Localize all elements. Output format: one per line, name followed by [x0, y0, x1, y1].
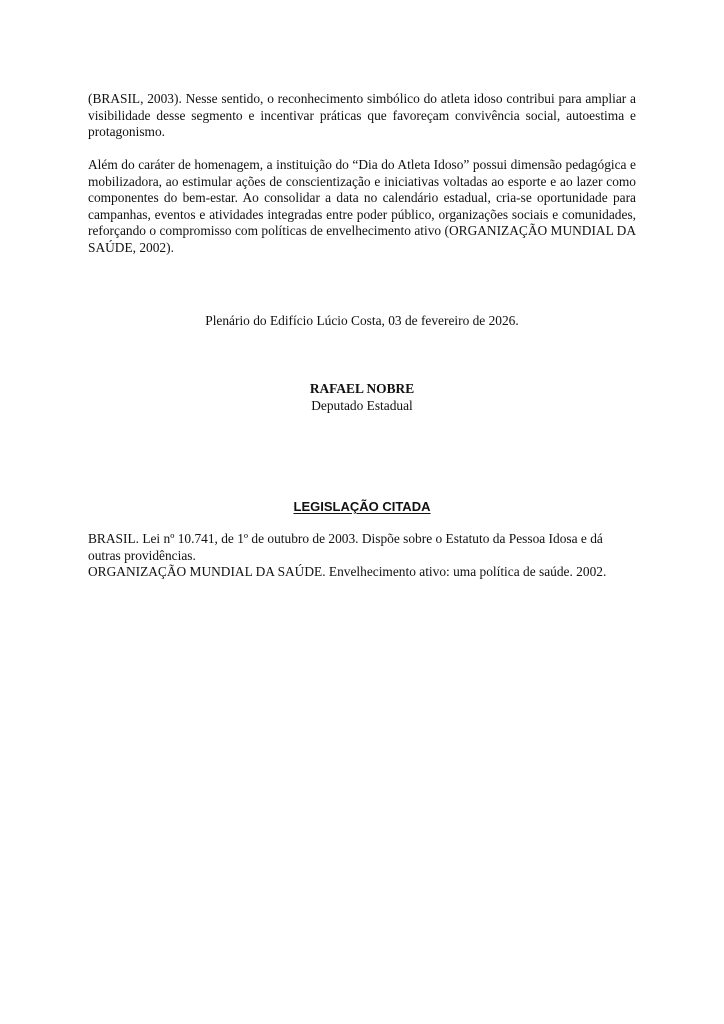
- signature-block: [88, 381, 636, 414]
- legislation-references: [88, 531, 636, 581]
- signatory-role: Deputado Estadual: [311, 397, 413, 413]
- legislation-heading: [88, 499, 636, 515]
- place-and-date: Plenário do Edifício Lúcio Costa, 03 de fevereiro de 2026.: [205, 313, 519, 328]
- body-paragraph-1: (BRASIL, 2003). Nesse sentido, o reconhecimento simbólico do atleta idoso contribui para ampliar a visibilidade desse segmento e incentivar práticas que favoreçam convivência social, autoestima e protagonismo.: [88, 91, 636, 140]
- reference-item: BRASIL. Lei nº 10.741, de 1º de outubro de 2003. Dispõe sobre o Estatuto da Pessoa Idosa e dá outras providências.: [88, 531, 603, 563]
- legislation-heading-text: LEGISLAÇÃO CITADA: [293, 499, 431, 514]
- body-paragraph-2: Além do caráter de homenagem, a instituição do “Dia do Atleta Idoso” possui dimensão pedagógica e mobilizadora, ao estimular ações de conscientização e iniciativas voltadas ao esporte e ao lazer como componentes do bem-estar. Ao consolidar a data no calendário estadual, cria-se oportunidade para campanhas, eventos e atividades integradas entre poder público, organizações sociais e comunidades, reforçando o compromisso com políticas de envelhecimento ativo (ORGANIZAÇÃO MUNDIAL DA SAÚDE, 2002).: [88, 157, 636, 255]
- signatory-name: RAFAEL NOBRE: [309, 381, 415, 396]
- reference-item: ORGANIZAÇÃO MUNDIAL DA SAÚDE. Envelhecimento ativo: uma política de saúde. 2002.: [88, 564, 607, 580]
